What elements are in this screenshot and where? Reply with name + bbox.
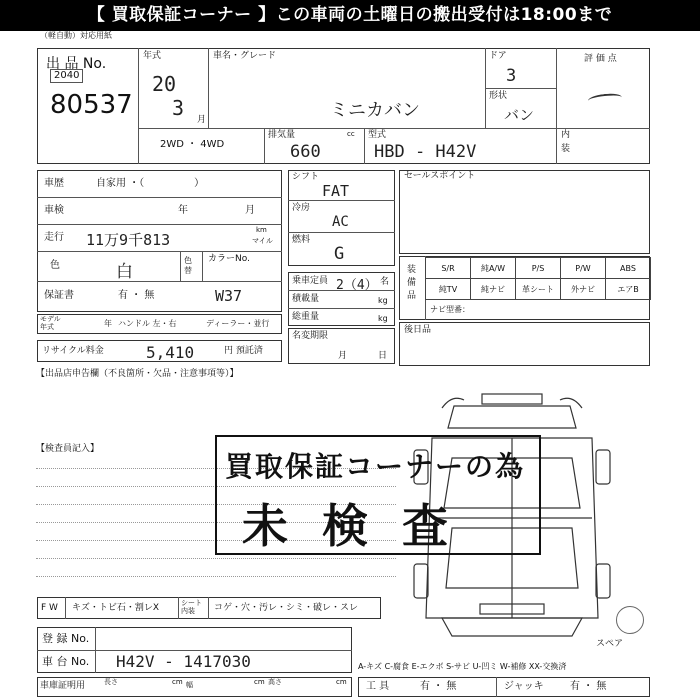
cert-height-label: 高さ <box>268 678 282 686</box>
mileage-value: 11万9千813 <box>86 231 171 249</box>
load-label: 積載量 <box>292 294 320 304</box>
seat-label: シート内装 <box>181 599 202 615</box>
fuel-value: G <box>334 244 345 264</box>
equipment-row1-cell: S/R <box>425 257 471 279</box>
cert-length-unit: cm <box>172 678 183 686</box>
cert-label: 車庫証明用 <box>40 681 86 691</box>
capacity-label: 乗車定員 <box>292 276 329 286</box>
shift-value: FAT <box>322 182 350 200</box>
fw-value: キズ・トビ石・割レX <box>72 603 159 613</box>
inspection-month: 月 <box>245 205 255 216</box>
cert-length-label: 長さ <box>104 678 118 686</box>
year-month-unit: 月 <box>197 115 207 125</box>
year-month-value: 3 <box>172 96 185 120</box>
tools-label: 工 具 <box>366 681 390 692</box>
weight-unit: kg <box>378 314 388 323</box>
history-label: 車歴 <box>44 178 64 189</box>
lot-label: 出 品 No. <box>46 56 107 72</box>
lot-number: 80537 <box>50 90 133 120</box>
displacement-unit: cc <box>347 130 355 138</box>
registration-label: 登 録 No. <box>42 632 90 645</box>
model-year-label: モデル年式 <box>40 315 61 331</box>
capacity-unit: 名 <box>380 277 390 287</box>
color-no-value: W37 <box>215 287 243 305</box>
history-value: 自家用 ・（ ） <box>96 178 205 189</box>
weight-label: 総重量 <box>292 312 320 322</box>
inspector-label: 【検査員記入】 <box>36 444 100 454</box>
equipment-row2-cell: 純TV <box>425 278 471 300</box>
door-label: ドア <box>489 51 507 61</box>
cert-height-unit: cm <box>336 678 347 686</box>
equipment-row2-cell: エアB <box>605 278 651 300</box>
stamp-line-2: 未検査 <box>242 499 482 553</box>
shape-value: バン <box>504 106 535 124</box>
car-name-label: 車名・グレード <box>213 51 277 61</box>
color-value: 白 <box>116 262 133 282</box>
aircon-value: AC <box>332 214 349 230</box>
rear-info-block <box>399 322 650 366</box>
equipment-row1-cell: P/W <box>560 257 606 279</box>
chassis-label: 車 台 No. <box>42 655 90 668</box>
sales-point-label: セールスポイント <box>404 171 476 181</box>
warranty-label: 保証書 <box>44 290 74 301</box>
tools-value: 有 ・ 無 <box>420 681 457 692</box>
rear-info-label: 後日品 <box>404 325 432 335</box>
shift-label: シフト <box>292 172 320 182</box>
cert-width-unit: cm <box>254 678 265 686</box>
chassis-value: H42V - 1417030 <box>116 652 251 671</box>
equipment-row1-cell: 純A/W <box>470 257 516 279</box>
interior-label-2: 装 <box>561 144 571 154</box>
equipment-row2-cell: 外ナビ <box>560 278 606 300</box>
door-value: 3 <box>506 66 517 86</box>
damage-legend: A-キズ C-腐食 E-エクボ S-サビ U-凹ミ W-補修 XX-交換済 <box>358 662 567 671</box>
inspection-label: 車検 <box>44 205 64 216</box>
load-unit: kg <box>378 296 388 305</box>
color-label: 色 <box>50 260 60 271</box>
interior-label-1: 内 <box>561 130 571 140</box>
handle-value: ハンドル 左・右 <box>118 319 177 328</box>
displacement-label: 排気量 <box>268 130 296 140</box>
jack-label: ジャッキ <box>504 681 544 692</box>
spare-tire-icon <box>616 606 644 634</box>
jack-value: 有 ・ 無 <box>570 681 607 692</box>
capacity-value: 2（4） <box>336 278 378 293</box>
recycle-label: リサイクル料金 <box>42 346 104 356</box>
stamp-line-1: 買取保証コーナーの為 <box>225 450 526 483</box>
form-subtitle: （軽自動）対応用紙 <box>40 31 112 40</box>
warranty-value: 有 ・ 無 <box>118 290 155 301</box>
equipment-row2-cell: 革シート <box>515 278 561 300</box>
fuel-label: 燃料 <box>292 235 311 245</box>
declaration-label: 【出品店申告欄（不良箇所・欠品・注意事項等）】 <box>36 369 239 379</box>
name-change-month: 月 <box>338 351 348 361</box>
year-value: 20 <box>152 72 177 96</box>
recycle-value: 5,410 <box>146 343 195 362</box>
aircon-label: 冷房 <box>292 203 311 213</box>
spare-label: スペア <box>596 639 624 649</box>
model-value: HBD - H42V <box>374 142 477 162</box>
sales-point-block <box>399 170 650 254</box>
equipment-row1-cell: P/S <box>515 257 561 279</box>
banner: 【 買取保証コーナー 】この車両の土曜日の搬出受付は18:00まで <box>0 0 700 31</box>
car-name-value: ミニカバン <box>330 100 420 121</box>
model-year-year: 年 <box>104 319 112 328</box>
mileage-unit-mile: マイル <box>252 237 273 245</box>
color-no-label: カラーNo. <box>208 254 250 264</box>
navi-model-label: ナビ型番： <box>430 305 470 314</box>
mileage-label: 走行 <box>44 232 64 243</box>
mileage-unit-km: km <box>256 226 267 234</box>
year-label: 年式 <box>143 51 162 61</box>
score-label: 評 価 点 <box>584 54 617 64</box>
recycle-unit: 円 預託済 <box>224 346 263 356</box>
seat-value: コゲ・穴・汚レ・シミ・破レ・スレ <box>214 603 359 613</box>
cert-width-label: 幅 <box>186 681 193 689</box>
dealer-value: ディーラー・並行 <box>206 319 270 328</box>
color-change-label: 色替 <box>184 256 192 275</box>
name-change-label: 名変期限 <box>292 331 329 341</box>
shape-label: 形状 <box>489 91 508 101</box>
fw-label: F W <box>41 603 58 613</box>
drive-label: 2WD ・ 4WD <box>160 139 225 150</box>
equipment-label: 装備品 <box>407 265 417 301</box>
equipment-row1-cell: ABS <box>605 257 651 279</box>
lot-code: 2040 <box>50 69 83 83</box>
name-change-day: 日 <box>378 351 388 361</box>
model-label: 型式 <box>368 130 387 140</box>
inspection-year: 年 <box>178 205 188 216</box>
displacement-value: 660 <box>290 142 321 162</box>
equipment-row2-cell: 純ナビ <box>470 278 516 300</box>
